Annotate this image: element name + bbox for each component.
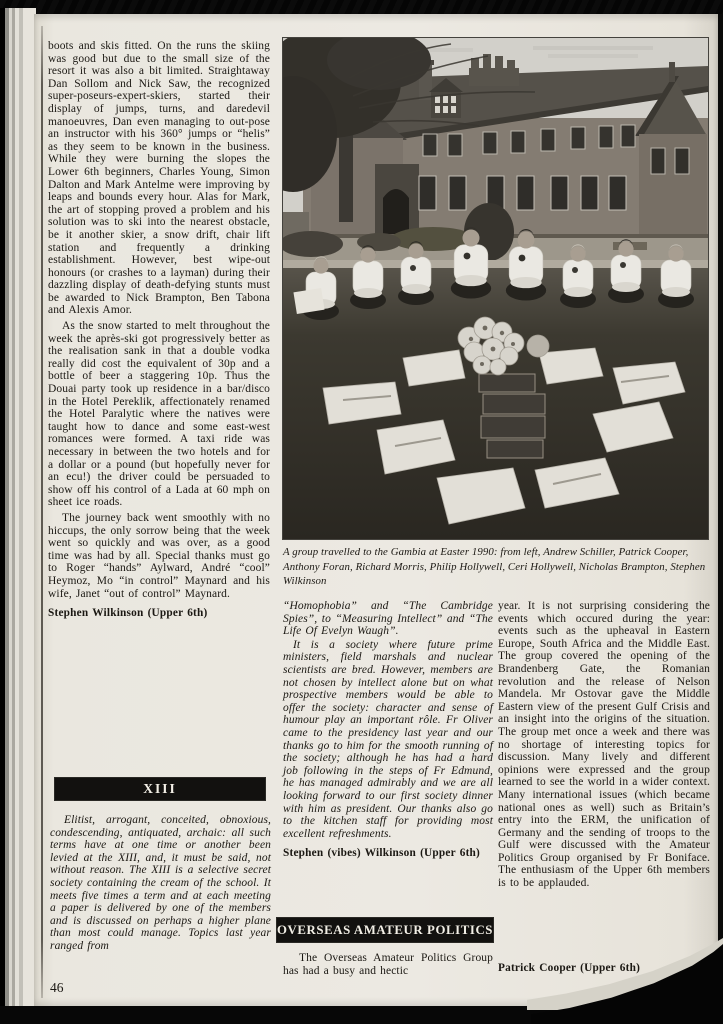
politics-paragraph-1: The Overseas Amateur Politics Group has had a busy and hectic bbox=[283, 952, 493, 977]
xiii-intro-block bbox=[50, 814, 271, 953]
politics-byline: Patrick Cooper (Upper 6th) bbox=[498, 962, 641, 974]
xiii-paragraph-3: It is a society where future prime ministers, field marshals and nuclear scientists are bred. However, members are not chosen by intellect alone but on what prospective members would be able to offer the society: character and sense of humour play an important rôle. Fr Oliver came to the presidency last year and our thanks go to him for the smooth running of the society; although he has had a hard job following in the steps of Fr Edmund, he has managed admirably and we are all looking forward to our first society dinner with him as president. Our thanks also go to the kitchen staff for providing most excellent refreshments. bbox=[283, 638, 493, 840]
gutter-crease bbox=[41, 26, 43, 998]
column-middle bbox=[283, 600, 493, 860]
ski-paragraph-1: boots and skis fitted. On the runs the skiing was good but due to the small size of the resort it was also a bit limited. Straightaway Dan Sollom and Nick Saw, the recognized super-poseurs-expert-skiers, started their display of jumps, turns, and daredevil manoeuvres, Dan even managing to out-pose an instructor with his 360° jumps or “helis” as they seem to be known in the business. While they were burning the slopes the Lower 6th beginners, Charles Young, Simon Dalton and Mark Antelme were improving by leaps and bounds every hour. Alas for Mark, the art of stopping proved a problem and his solution was to ski into the nearest obstacle, be it another skier, a snow drift, chair lift station and frequently a drinking establishment. However, best wipe-out honours (or crashes to a layman) during their dazzling display of death-defying stunts must be awarded to Nick Brampton, Ben Tabona and Alexis Amor. bbox=[48, 40, 270, 317]
ski-paragraph-2: As the snow started to melt throughout the week the après-ski got progressively better as the realisation sank in that a double vodka really did cost the equivalent of 30p and a bottle of beer a staggering 10p. Thus the Douai party took up residence in a bar/disco in the Hotel Pereklik, affectionately renamed the Hotel Paralytic where the natives were taught how to dance and some east-west romances were formed. A taxi ride was necessary in between the two hotels and for a dollar or a pound (but hopefully never for an ecu!) the driver could be persuaded to show off his control of a Lada at 60 mph on sheet ice roads. bbox=[48, 320, 270, 509]
ski-byline: Stephen Wilkinson (Upper 6th) bbox=[48, 607, 208, 620]
column-right bbox=[498, 600, 710, 890]
page-number: 46 bbox=[50, 980, 64, 995]
group-photo-illustration bbox=[283, 38, 708, 539]
ski-paragraph-3: The journey back went smoothly with no hiccups, the only sorrow being that the week went so quickly and was over, as a good time was had by all. Special thanks must go to Roger “hands” Aylward, André “cool” Heymoz, Mo “in control” Maynard and his wife, Janet “out of control” Maynard. bbox=[48, 511, 270, 600]
book-top-edge bbox=[0, 0, 723, 14]
politics-intro-block bbox=[283, 952, 493, 977]
xiii-paragraph-1: Elitist, arrogant, conceited, obnoxious, condescending, antiquated, archaic: all such terms have at one time or another been levied at the XIII, and, it must be said, not without reason. The XIII is a selective secret society containing the cream of the school. It meets five times a term and at each meeting a paper is delivered by one of the members and is discussed on perhaps a higher plane than most could manage. Topics last year ranged from bbox=[50, 814, 271, 952]
section-heading-politics: OVERSEAS AMATEUR POLITICS bbox=[277, 918, 493, 942]
magazine-page bbox=[34, 14, 718, 1006]
section-heading-xiii: XIII bbox=[55, 778, 265, 800]
politics-paragraph-2: year. It is not surprising considering the events which occured during the year: events such as the upheaval in Eastern Europe, South Africa and the Middle East. The group covered the opening of the Brandenberg Gate, the Romanian revolution and the release of Nelson Mandela. Mr Ostovar gave the Middle Eastern view of the present Gulf Crisis and an insight into the origins of the situation. The group met once a week and there was no shortage of interesting topics for discussion. Many lively and different opinions were expressed and the group learned to see the world in a wider context. Many international issues (which became national ones as well) such as Britain’s entry into the ERM, the unification of Germany and the sending of troops to the Gulf were discussed with the Amateur Politics Group organised by Fr Boniface. The enthusiasm of the Upper 6th members is to be applauded. bbox=[498, 600, 710, 890]
xiii-paragraph-2: “Homophobia” and “The Cambridge Spies”, to “Measuring Intellect” and “The Life Of Evelyn Waugh”. bbox=[283, 600, 493, 638]
group-photograph bbox=[283, 38, 708, 539]
page-stack-edges bbox=[0, 8, 36, 1012]
xiii-byline: Stephen (vibes) Wilkinson (Upper 6th) bbox=[283, 847, 480, 860]
photo-caption: A group travelled to the Gambia at Easter 1990: from left, Andrew Schiller, Patrick Cooper, Anthony Foran, Richard Morris, Philip Hollywell, Ceri Hollywell, Nicholas Brampton, Stephen Wilkinson bbox=[283, 546, 706, 588]
column-left bbox=[48, 40, 270, 620]
